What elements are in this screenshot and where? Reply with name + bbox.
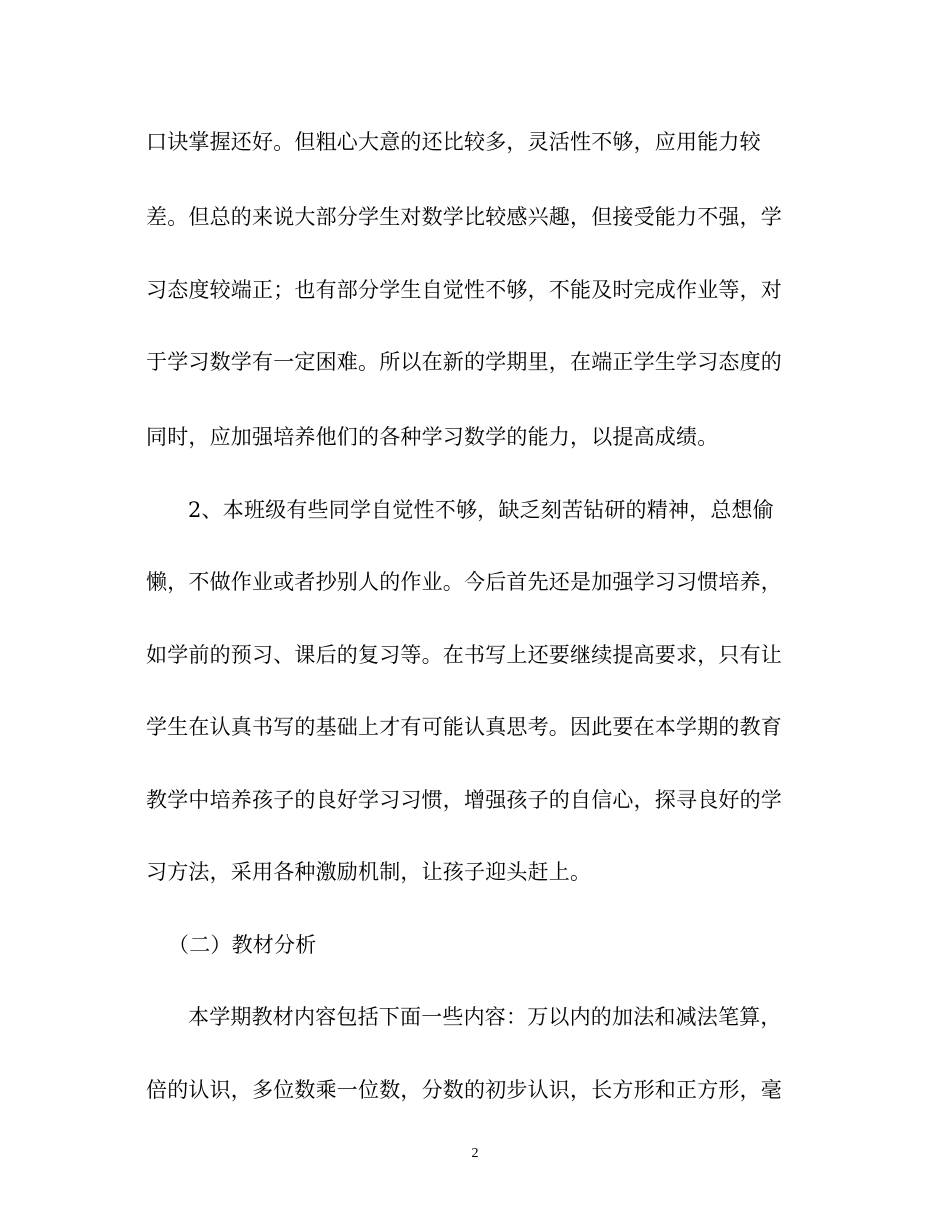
paragraph-line: 倍的认识，多位数乘一位数，分数的初步认识，长方形和正方形，毫: [146, 1078, 782, 1102]
paragraph-line: 如学前的预习、课后的复习等。在书写上还要继续提高要求，只有让: [146, 643, 782, 667]
paragraph-line: 于学习数学有一定困难。所以在新的学期里，在端正学生学习态度的: [146, 350, 782, 374]
paragraph-line: 教学中培养孩子的良好学习习惯，增强孩子的自信心，探寻良好的学: [146, 788, 782, 812]
paragraph-line: 学生在认真书写的基础上才有可能认真思考。因此要在本学期的教育: [146, 715, 782, 739]
page-number: 2: [471, 1146, 479, 1161]
paragraph-line: 习方法，采用各种激励机制，让孩子迎头赶上。: [146, 860, 592, 884]
paragraph-line: 同时，应加强培养他们的各种学习数学的能力，以提高成绩。: [146, 425, 719, 449]
paragraph-line: 习态度较端正；也有部分学生自觉性不够，不能及时完成作业等，对: [146, 278, 782, 302]
paragraph-line: 本学期教材内容包括下面一些内容：万以内的加法和减法笔算，: [188, 1005, 782, 1029]
paragraph-line: 差。但总的来说大部分学生对数学比较感兴趣，但接受能力不强，学: [146, 205, 782, 229]
paragraph-line: 懒，不做作业或者抄别人的作业。今后首先还是加强学习习惯培养，: [146, 570, 782, 594]
paragraph-line: 2、本班级有些同学自觉性不够，缺乏刻苦钻研的精神，总想偷: [188, 498, 774, 522]
section-heading: （二）教材分析: [168, 933, 317, 957]
paragraph-line: 口诀掌握还好。但粗心大意的还比较多，灵活性不够，应用能力较: [146, 130, 761, 154]
